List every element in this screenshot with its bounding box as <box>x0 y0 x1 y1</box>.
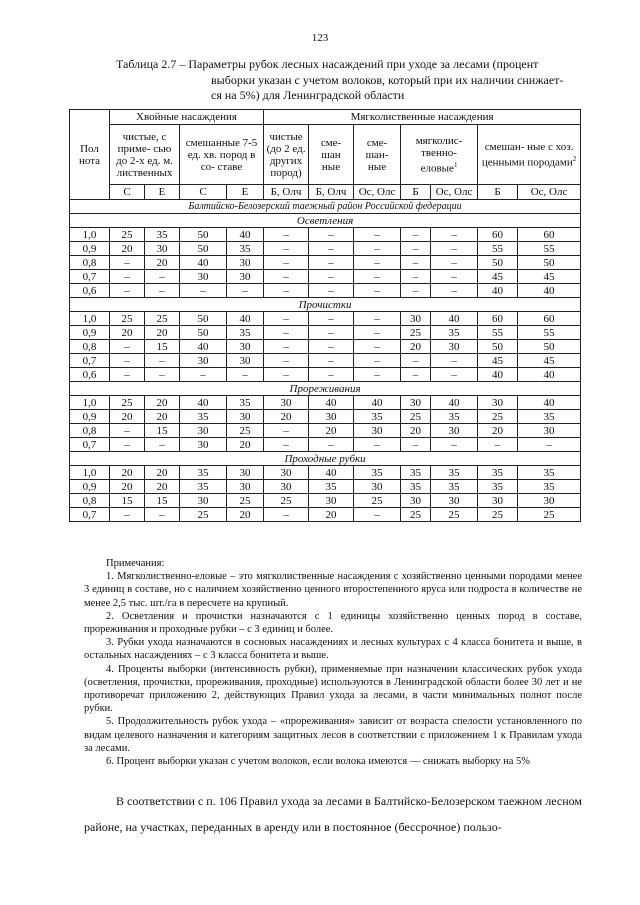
percent-cell: – <box>309 284 354 298</box>
percent-cell: 30 <box>145 242 180 256</box>
percent-cell: 35 <box>478 480 518 494</box>
percent-cell: 40 <box>431 396 478 410</box>
percent-cell: 35 <box>227 242 264 256</box>
percent-cell: – <box>145 354 180 368</box>
percent-cell: 50 <box>478 256 518 270</box>
percent-cell: – <box>110 256 145 270</box>
note-item: 2. Осветления и прочистки назначаются с 1 единицы хозяйственно ценных пород в составе, прореживания и проходные рубки – с 3 единиц и более. <box>84 610 582 636</box>
percent-cell: 30 <box>309 494 354 508</box>
fullness-cell: 1,0 <box>70 396 110 410</box>
fullness-cell: 0,7 <box>70 270 110 284</box>
percent-cell: 40 <box>180 396 227 410</box>
percent-cell: 55 <box>478 242 518 256</box>
percent-cell: – <box>354 368 401 382</box>
header-valuable-mixed <box>478 125 581 185</box>
percent-cell: – <box>264 228 309 242</box>
percent-cell: – <box>110 508 145 522</box>
note-item: 3. Рубки ухода назначаются в сосновых насаждениях и лесных культурах с 4 класса бонитета и выше, в остальных насаждениях – с 3 класса бонитета и выше. <box>84 637 582 662</box>
subheader-cell: С <box>110 185 145 200</box>
percent-cell: – <box>478 438 518 452</box>
percent-cell: – <box>264 368 309 382</box>
percent-cell: 30 <box>264 466 309 480</box>
caption-line-2: выборки указан с учетом волоков, который при их наличии снижает- <box>211 72 564 87</box>
percent-cell: 35 <box>180 466 227 480</box>
percent-cell: 30 <box>518 424 581 438</box>
fullness-cell: 0,8 <box>70 256 110 270</box>
header-pure-mixed: чистые, с приме- сью до 2-х ед. м. лиственных <box>110 125 180 185</box>
subheader-cell: Б, Олч <box>264 185 309 200</box>
percent-cell: 25 <box>227 494 264 508</box>
percent-cell: – <box>309 354 354 368</box>
percent-cell: – <box>431 270 478 284</box>
percent-cell: 30 <box>354 480 401 494</box>
percent-cell: – <box>227 284 264 298</box>
percent-cell: 40 <box>518 368 581 382</box>
fullness-cell: 0,9 <box>70 410 110 424</box>
percent-cell: 40 <box>518 284 581 298</box>
percent-cell: – <box>264 284 309 298</box>
table-row <box>70 270 581 284</box>
fullness-cell: 0,6 <box>70 284 110 298</box>
percent-cell: 30 <box>264 396 309 410</box>
percent-cell: 25 <box>110 228 145 242</box>
percent-cell: 40 <box>354 396 401 410</box>
percent-cell: 20 <box>309 508 354 522</box>
percent-cell: – <box>431 354 478 368</box>
percent-cell: 20 <box>110 480 145 494</box>
percent-cell: – <box>431 368 478 382</box>
subheader-cell: Б, Олч <box>309 185 354 200</box>
percent-cell: – <box>145 368 180 382</box>
percent-cell: 30 <box>180 270 227 284</box>
percent-cell: – <box>145 438 180 452</box>
table-row <box>70 494 581 508</box>
fullness-cell: 0,6 <box>70 368 110 382</box>
percent-cell: – <box>264 256 309 270</box>
percent-cell: – <box>180 368 227 382</box>
percent-cell: 30 <box>478 494 518 508</box>
percent-cell: – <box>354 228 401 242</box>
section-title: Проходные рубки <box>70 452 581 466</box>
percent-cell: 20 <box>110 410 145 424</box>
percent-cell: 20 <box>309 424 354 438</box>
percent-cell: – <box>110 424 145 438</box>
percent-cell: 30 <box>309 410 354 424</box>
percent-cell: – <box>110 284 145 298</box>
header-mixed-7-5: смешанные 7-5 ед. хв. пород в со- ставе <box>180 125 264 185</box>
percent-cell: 40 <box>227 312 264 326</box>
fullness-cell: 0,8 <box>70 494 110 508</box>
percent-cell: 20 <box>145 326 180 340</box>
percent-cell: 35 <box>227 326 264 340</box>
percent-cell: – <box>431 242 478 256</box>
percent-cell: – <box>431 228 478 242</box>
percent-cell: – <box>431 256 478 270</box>
percent-cell: – <box>110 270 145 284</box>
percent-cell: 40 <box>518 396 581 410</box>
note-item: 6. Процент выборки указан с учетом волоков, если волока имеются — снижать выборку на 5% <box>106 756 531 768</box>
percent-cell: – <box>309 438 354 452</box>
percent-cell: 30 <box>401 396 431 410</box>
percent-cell: 25 <box>110 312 145 326</box>
percent-cell: 25 <box>401 326 431 340</box>
percent-cell: 30 <box>354 424 401 438</box>
header-conifer-group: Хвойные насаждения <box>110 110 264 125</box>
zone-title: Балтийско-Белозерский таежный район Российской федерации <box>70 200 581 214</box>
percent-cell: – <box>401 284 431 298</box>
percent-cell: 15 <box>110 494 145 508</box>
section-title: Прочистки <box>70 298 581 312</box>
percent-cell: – <box>145 270 180 284</box>
percent-cell: 60 <box>518 228 581 242</box>
note-item: 4. Проценты выборки (интенсивность рубки), применяемые при назначении классических рубок ухода (осветления, прочистки, прореживания, проходные) используются в Ленинградской области более 30 лет и не противоречат приложению 2, действующих Правил ухода за лесами, в части минимальных полнот после рубки. <box>84 663 582 715</box>
header-deciduous-group: Мягколиственные насаждения <box>264 110 581 125</box>
percent-cell: 25 <box>401 410 431 424</box>
table-row <box>70 368 581 382</box>
notes-heading: Примечания: <box>106 558 165 569</box>
percent-cell: 30 <box>518 494 581 508</box>
percent-cell: 45 <box>478 354 518 368</box>
felling-parameters-table <box>69 109 581 522</box>
table-row <box>70 242 581 256</box>
percent-cell: 30 <box>180 354 227 368</box>
percent-cell: 20 <box>401 424 431 438</box>
percent-cell: 40 <box>431 312 478 326</box>
percent-cell: 25 <box>110 396 145 410</box>
fullness-cell: 0,8 <box>70 424 110 438</box>
percent-cell: 35 <box>401 480 431 494</box>
fullness-cell: 0,7 <box>70 438 110 452</box>
percent-cell: – <box>431 438 478 452</box>
note-item: 1. Мягколиственно-еловые – это мягколиственные насаждения с хозяйственно ценными породами менее 3 единиц в составе, но с наличием хозяйственно ценного второстепенного яруса или подроста в количестве не менее 2,5 тыс. шт./га в пересчете на крупный. <box>84 571 582 609</box>
percent-cell: – <box>354 284 401 298</box>
percent-cell: 30 <box>431 494 478 508</box>
percent-cell: – <box>264 312 309 326</box>
percent-cell: 30 <box>180 494 227 508</box>
percent-cell: 55 <box>518 326 581 340</box>
percent-cell: 30 <box>401 494 431 508</box>
percent-cell: 20 <box>145 396 180 410</box>
percent-cell: 20 <box>110 466 145 480</box>
table-row <box>70 256 581 270</box>
percent-cell: 20 <box>110 242 145 256</box>
header-mixed-a: сме- шан ные <box>309 125 354 185</box>
table-row <box>70 410 581 424</box>
percent-cell: – <box>227 368 264 382</box>
percent-cell: 45 <box>518 270 581 284</box>
percent-cell: 35 <box>431 466 478 480</box>
table-row <box>70 354 581 368</box>
percent-cell: 20 <box>264 410 309 424</box>
table-row <box>70 312 581 326</box>
percent-cell: – <box>264 354 309 368</box>
percent-cell: 50 <box>518 256 581 270</box>
percent-cell: – <box>401 368 431 382</box>
percent-cell: 45 <box>518 354 581 368</box>
percent-cell: 15 <box>145 424 180 438</box>
subheader-cell: С <box>180 185 227 200</box>
percent-cell: – <box>518 438 581 452</box>
percent-cell: 60 <box>518 312 581 326</box>
percent-cell: 40 <box>227 228 264 242</box>
table-row <box>70 424 581 438</box>
note-item: 5. Продолжительность рубок ухода – «прореживания» зависит от возраста спелости установленного по видам целевого назначения и категориям защитных лесов в соответствии с приложением 1 к Правилам ухода за лесами. <box>84 716 582 754</box>
table-caption <box>116 57 582 104</box>
percent-cell: – <box>264 270 309 284</box>
header-fullness: Пол нота <box>70 110 110 200</box>
percent-cell: 20 <box>227 508 264 522</box>
percent-cell: 35 <box>401 466 431 480</box>
percent-cell: – <box>145 508 180 522</box>
percent-cell: – <box>354 438 401 452</box>
percent-cell: 35 <box>145 228 180 242</box>
percent-cell: – <box>110 354 145 368</box>
caption-line-3: ся на 5%) для Ленинградской области <box>211 88 405 102</box>
percent-cell: – <box>401 354 431 368</box>
header-soft-spruce <box>401 125 478 185</box>
percent-cell: 35 <box>518 480 581 494</box>
header-mixed-b: сме- шан- ные <box>354 125 401 185</box>
percent-cell: 35 <box>518 466 581 480</box>
percent-cell: – <box>264 508 309 522</box>
percent-cell: 30 <box>227 410 264 424</box>
percent-cell: – <box>110 340 145 354</box>
table-row <box>70 438 581 452</box>
percent-cell: – <box>309 340 354 354</box>
header-valuable-text: смешан- ные с хоз. ценными породами <box>481 140 574 169</box>
table-row <box>70 284 581 298</box>
percent-cell: 25 <box>431 508 478 522</box>
percent-cell: 35 <box>431 410 478 424</box>
percent-cell: 15 <box>145 494 180 508</box>
table-row <box>70 396 581 410</box>
body-paragraph: В соответствии с п. 106 Правил ухода за лесами в Балтийско-Белозерском таежном лесном районе, на участках, переданных в аренду или в постоянное (бессрочное) пользо- <box>84 794 582 834</box>
percent-cell: – <box>354 256 401 270</box>
header-soft-spruce-sup: 1 <box>453 160 458 169</box>
percent-cell: – <box>309 228 354 242</box>
percent-cell: – <box>354 242 401 256</box>
percent-cell: – <box>354 312 401 326</box>
fullness-cell: 0,9 <box>70 480 110 494</box>
fullness-cell: 0,9 <box>70 326 110 340</box>
percent-cell: – <box>354 270 401 284</box>
percent-cell: – <box>354 340 401 354</box>
percent-cell: – <box>401 242 431 256</box>
percent-cell: 20 <box>145 410 180 424</box>
fullness-cell: 0,9 <box>70 242 110 256</box>
fullness-cell: 1,0 <box>70 466 110 480</box>
percent-cell: 35 <box>309 480 354 494</box>
percent-cell: 25 <box>478 410 518 424</box>
percent-cell: – <box>401 270 431 284</box>
percent-cell: 35 <box>227 396 264 410</box>
percent-cell: 45 <box>478 270 518 284</box>
percent-cell: 25 <box>264 494 309 508</box>
percent-cell: – <box>145 284 180 298</box>
percent-cell: 35 <box>431 326 478 340</box>
percent-cell: 15 <box>145 340 180 354</box>
header-pure-deciduous: чистые (до 2 ед. других пород) <box>264 125 309 185</box>
subheader-cell: Б <box>478 185 518 200</box>
percent-cell: 40 <box>180 256 227 270</box>
percent-cell: 30 <box>401 312 431 326</box>
percent-cell: 25 <box>145 312 180 326</box>
percent-cell: – <box>264 340 309 354</box>
percent-cell: 20 <box>145 466 180 480</box>
percent-cell: – <box>309 326 354 340</box>
percent-cell: 30 <box>478 396 518 410</box>
table-row <box>70 228 581 242</box>
fullness-cell: 1,0 <box>70 228 110 242</box>
percent-cell: 40 <box>180 340 227 354</box>
notes <box>84 557 582 768</box>
percent-cell: 30 <box>431 424 478 438</box>
fullness-cell: 1,0 <box>70 312 110 326</box>
percent-cell: 55 <box>518 242 581 256</box>
percent-cell: 30 <box>227 480 264 494</box>
percent-cell: 20 <box>110 326 145 340</box>
percent-cell: – <box>401 256 431 270</box>
table-row <box>70 480 581 494</box>
percent-cell: 30 <box>431 340 478 354</box>
percent-cell: 20 <box>145 256 180 270</box>
percent-cell: – <box>309 368 354 382</box>
percent-cell: – <box>264 326 309 340</box>
percent-cell: 40 <box>478 368 518 382</box>
subheader-cell: Ос, Олс <box>354 185 401 200</box>
percent-cell: – <box>431 284 478 298</box>
percent-cell: 40 <box>309 466 354 480</box>
percent-cell: 35 <box>354 410 401 424</box>
percent-cell: 20 <box>478 424 518 438</box>
percent-cell: 55 <box>478 326 518 340</box>
table-row <box>70 508 581 522</box>
section-title: Осветления <box>70 214 581 228</box>
percent-cell: – <box>354 354 401 368</box>
percent-cell: 25 <box>518 508 581 522</box>
header-valuable-sup: 2 <box>572 154 577 163</box>
table-row <box>70 466 581 480</box>
percent-cell: 50 <box>518 340 581 354</box>
percent-cell: 35 <box>431 480 478 494</box>
percent-cell: 30 <box>227 340 264 354</box>
percent-cell: 25 <box>478 508 518 522</box>
percent-cell: 30 <box>180 438 227 452</box>
percent-cell: 20 <box>145 480 180 494</box>
percent-cell: – <box>110 438 145 452</box>
percent-cell: 50 <box>180 242 227 256</box>
caption-line-1: Таблица 2.7 – Параметры рубок лесных насаждений при уходе за лесами (процент <box>116 57 539 71</box>
percent-cell: 30 <box>180 424 227 438</box>
percent-cell: 50 <box>180 326 227 340</box>
subheader-cell: Ос, Олс <box>518 185 581 200</box>
percent-cell: – <box>401 228 431 242</box>
percent-cell: – <box>264 424 309 438</box>
percent-cell: – <box>264 242 309 256</box>
percent-cell: 35 <box>180 410 227 424</box>
percent-cell: – <box>309 312 354 326</box>
fullness-cell: 0,8 <box>70 340 110 354</box>
percent-cell: – <box>309 270 354 284</box>
percent-cell: 30 <box>227 256 264 270</box>
percent-cell: 40 <box>309 396 354 410</box>
table-row <box>70 326 581 340</box>
percent-cell: 30 <box>227 466 264 480</box>
percent-cell: – <box>309 242 354 256</box>
subheader-cell: Ос, Олс <box>431 185 478 200</box>
subheader-cell: Б <box>401 185 431 200</box>
percent-cell: 35 <box>180 480 227 494</box>
percent-cell: – <box>401 438 431 452</box>
subheader-cell: Е <box>145 185 180 200</box>
percent-cell: 40 <box>478 284 518 298</box>
percent-cell: – <box>354 508 401 522</box>
fullness-cell: 0,7 <box>70 508 110 522</box>
subheader-cell: Е <box>227 185 264 200</box>
percent-cell: 30 <box>227 354 264 368</box>
percent-cell: – <box>354 326 401 340</box>
percent-cell: 25 <box>180 508 227 522</box>
percent-cell: 25 <box>354 494 401 508</box>
notes-list <box>84 570 582 768</box>
percent-cell: – <box>110 368 145 382</box>
percent-cell: – <box>264 438 309 452</box>
percent-cell: 20 <box>401 340 431 354</box>
percent-cell: 60 <box>478 312 518 326</box>
section-title: Прореживания <box>70 382 581 396</box>
percent-cell: 25 <box>401 508 431 522</box>
page-number: 123 <box>311 32 329 44</box>
percent-cell: 35 <box>478 466 518 480</box>
percent-cell: 35 <box>354 466 401 480</box>
percent-cell: 60 <box>478 228 518 242</box>
percent-cell: – <box>309 256 354 270</box>
percent-cell: 30 <box>264 480 309 494</box>
percent-cell: – <box>180 284 227 298</box>
percent-cell: 50 <box>478 340 518 354</box>
percent-cell: 25 <box>227 424 264 438</box>
fullness-cell: 0,7 <box>70 354 110 368</box>
table-row <box>70 340 581 354</box>
percent-cell: 20 <box>227 438 264 452</box>
percent-cell: 50 <box>180 228 227 242</box>
header-soft-spruce-text: мягколис- твенно- еловые <box>415 134 463 175</box>
percent-cell: 30 <box>227 270 264 284</box>
percent-cell: 50 <box>180 312 227 326</box>
percent-cell: 35 <box>518 410 581 424</box>
